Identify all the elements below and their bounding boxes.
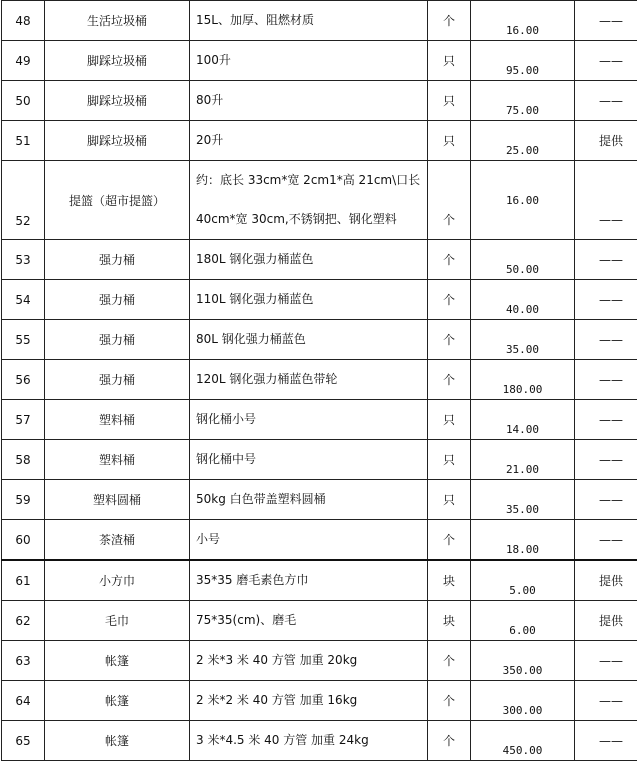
item-spec bbox=[190, 681, 428, 721]
row-number: 52 bbox=[2, 161, 45, 240]
item-price: 16.00 bbox=[471, 161, 575, 240]
item-spec bbox=[190, 601, 428, 641]
spec-line: 2 米*3 米 40 方管 加重 20kg bbox=[196, 641, 427, 680]
item-unit: 个 bbox=[428, 520, 471, 561]
item-note: 提供 bbox=[575, 121, 637, 161]
item-price: 21.00 bbox=[471, 440, 575, 480]
item-spec bbox=[190, 440, 428, 480]
item-price: 450.00 bbox=[471, 721, 575, 761]
item-unit: 个 bbox=[428, 280, 471, 320]
spec-line: 120L 钢化强力桶蓝色带轮 bbox=[196, 360, 427, 399]
item-name: 帐篷 bbox=[45, 641, 190, 681]
row-number: 49 bbox=[2, 41, 45, 81]
item-unit: 只 bbox=[428, 81, 471, 121]
item-note: —— bbox=[575, 161, 637, 240]
table-row bbox=[2, 121, 637, 161]
spec-line: 110L 钢化强力桶蓝色 bbox=[196, 280, 427, 319]
spec-line: 180L 钢化强力桶蓝色 bbox=[196, 240, 427, 279]
item-unit: 只 bbox=[428, 440, 471, 480]
item-unit: 个 bbox=[428, 1, 471, 41]
item-price: 16.00 bbox=[471, 1, 575, 41]
item-price: 300.00 bbox=[471, 681, 575, 721]
item-name: 塑料圆桶 bbox=[45, 480, 190, 520]
spec-line: 小号 bbox=[196, 520, 427, 559]
item-note: —— bbox=[575, 360, 637, 400]
item-note: —— bbox=[575, 280, 637, 320]
item-note: —— bbox=[575, 81, 637, 121]
item-price: 6.00 bbox=[471, 601, 575, 641]
spec-line: 3 米*4.5 米 40 方管 加重 24kg bbox=[196, 721, 427, 760]
spec-line: 20升 bbox=[196, 121, 427, 160]
item-name: 强力桶 bbox=[45, 360, 190, 400]
item-name: 脚踩垃圾桶 bbox=[45, 41, 190, 81]
table-row bbox=[2, 520, 637, 561]
item-unit: 个 bbox=[428, 320, 471, 360]
item-spec bbox=[190, 560, 428, 601]
item-name: 塑料桶 bbox=[45, 400, 190, 440]
table-row bbox=[2, 41, 637, 81]
table-row bbox=[2, 641, 637, 681]
row-number: 61 bbox=[2, 560, 45, 601]
row-number: 55 bbox=[2, 320, 45, 360]
item-name: 帐篷 bbox=[45, 721, 190, 761]
row-number: 48 bbox=[2, 1, 45, 41]
item-spec bbox=[190, 480, 428, 520]
item-spec bbox=[190, 360, 428, 400]
item-note: —— bbox=[575, 320, 637, 360]
item-price: 350.00 bbox=[471, 641, 575, 681]
row-number: 64 bbox=[2, 681, 45, 721]
item-price: 18.00 bbox=[471, 520, 575, 561]
spec-line: 80升 bbox=[196, 81, 427, 120]
item-price: 5.00 bbox=[471, 560, 575, 601]
item-note: —— bbox=[575, 480, 637, 520]
item-price: 75.00 bbox=[471, 81, 575, 121]
row-number: 51 bbox=[2, 121, 45, 161]
table-row bbox=[2, 480, 637, 520]
table-row bbox=[2, 721, 637, 761]
item-name: 毛巾 bbox=[45, 601, 190, 641]
item-name: 强力桶 bbox=[45, 280, 190, 320]
spec-line: 80L 钢化强力桶蓝色 bbox=[196, 320, 427, 359]
table-row bbox=[2, 81, 637, 121]
spec-line: 40cm*宽 30cm,不锈钢把、钢化塑料 bbox=[196, 200, 427, 239]
item-price: 35.00 bbox=[471, 320, 575, 360]
spec-line: 2 米*2 米 40 方管 加重 16kg bbox=[196, 681, 427, 720]
item-note: —— bbox=[575, 520, 637, 561]
table-row bbox=[2, 681, 637, 721]
item-name: 强力桶 bbox=[45, 240, 190, 280]
item-unit: 块 bbox=[428, 601, 471, 641]
spec-line: 100升 bbox=[196, 41, 427, 80]
item-unit: 只 bbox=[428, 41, 471, 81]
item-price: 40.00 bbox=[471, 280, 575, 320]
item-name: 生活垃圾桶 bbox=[45, 1, 190, 41]
price-table bbox=[1, 0, 637, 761]
table-row bbox=[2, 1, 637, 41]
item-name: 帐篷 bbox=[45, 681, 190, 721]
table-row bbox=[2, 240, 637, 280]
spec-line: 15L、加厚、阻燃材质 bbox=[196, 1, 427, 40]
row-number: 53 bbox=[2, 240, 45, 280]
item-spec bbox=[190, 161, 428, 240]
item-unit: 个 bbox=[428, 360, 471, 400]
item-note: 提供 bbox=[575, 601, 637, 641]
item-spec bbox=[190, 400, 428, 440]
item-note: —— bbox=[575, 681, 637, 721]
item-price: 35.00 bbox=[471, 480, 575, 520]
item-spec bbox=[190, 81, 428, 121]
item-name: 脚踩垃圾桶 bbox=[45, 81, 190, 121]
item-note: —— bbox=[575, 721, 637, 761]
row-number: 65 bbox=[2, 721, 45, 761]
item-name: 脚踩垃圾桶 bbox=[45, 121, 190, 161]
item-unit: 个 bbox=[428, 240, 471, 280]
table-row bbox=[2, 161, 637, 240]
item-unit: 个 bbox=[428, 681, 471, 721]
item-note: —— bbox=[575, 641, 637, 681]
item-spec bbox=[190, 1, 428, 41]
item-price: 95.00 bbox=[471, 41, 575, 81]
row-number: 62 bbox=[2, 601, 45, 641]
item-spec bbox=[190, 641, 428, 681]
item-unit: 个 bbox=[428, 641, 471, 681]
item-unit: 只 bbox=[428, 400, 471, 440]
table-row bbox=[2, 440, 637, 480]
row-number: 50 bbox=[2, 81, 45, 121]
row-number: 56 bbox=[2, 360, 45, 400]
item-spec bbox=[190, 520, 428, 561]
item-unit: 只 bbox=[428, 121, 471, 161]
item-name: 强力桶 bbox=[45, 320, 190, 360]
item-unit: 个 bbox=[428, 161, 471, 240]
item-note: —— bbox=[575, 400, 637, 440]
spec-line: 钢化桶中号 bbox=[196, 440, 427, 479]
item-spec bbox=[190, 121, 428, 161]
item-note: —— bbox=[575, 240, 637, 280]
row-number: 59 bbox=[2, 480, 45, 520]
item-price: 180.00 bbox=[471, 360, 575, 400]
item-spec bbox=[190, 280, 428, 320]
item-unit: 个 bbox=[428, 721, 471, 761]
row-number: 58 bbox=[2, 440, 45, 480]
item-price: 14.00 bbox=[471, 400, 575, 440]
spec-line: 钢化桶小号 bbox=[196, 400, 427, 439]
item-spec bbox=[190, 721, 428, 761]
spec-line: 50kg 白色带盖塑料圆桶 bbox=[196, 480, 427, 519]
item-price: 50.00 bbox=[471, 240, 575, 280]
row-number: 54 bbox=[2, 280, 45, 320]
item-name: 小方巾 bbox=[45, 560, 190, 601]
spec-line: 75*35(cm)、磨毛 bbox=[196, 601, 427, 640]
item-spec bbox=[190, 320, 428, 360]
table-row bbox=[2, 280, 637, 320]
table-row bbox=[2, 560, 637, 601]
item-price: 25.00 bbox=[471, 121, 575, 161]
item-name: 茶渣桶 bbox=[45, 520, 190, 561]
item-note: —— bbox=[575, 1, 637, 41]
spec-line: 约：底长 33cm*宽 2cm1*高 21cm\口长 bbox=[196, 161, 427, 200]
table-row bbox=[2, 320, 637, 360]
table-row bbox=[2, 360, 637, 400]
table-row bbox=[2, 400, 637, 440]
item-note: —— bbox=[575, 440, 637, 480]
row-number: 60 bbox=[2, 520, 45, 561]
row-number: 63 bbox=[2, 641, 45, 681]
item-name: 提篮（超市提篮） bbox=[45, 161, 190, 240]
row-number: 57 bbox=[2, 400, 45, 440]
item-unit: 块 bbox=[428, 560, 471, 601]
item-note: —— bbox=[575, 41, 637, 81]
item-spec bbox=[190, 240, 428, 280]
spec-line: 35*35 磨毛素色方巾 bbox=[196, 561, 427, 600]
item-unit: 只 bbox=[428, 480, 471, 520]
table-row bbox=[2, 601, 637, 641]
item-note: 提供 bbox=[575, 560, 637, 601]
item-name: 塑料桶 bbox=[45, 440, 190, 480]
table-body bbox=[2, 1, 637, 761]
item-spec bbox=[190, 41, 428, 81]
